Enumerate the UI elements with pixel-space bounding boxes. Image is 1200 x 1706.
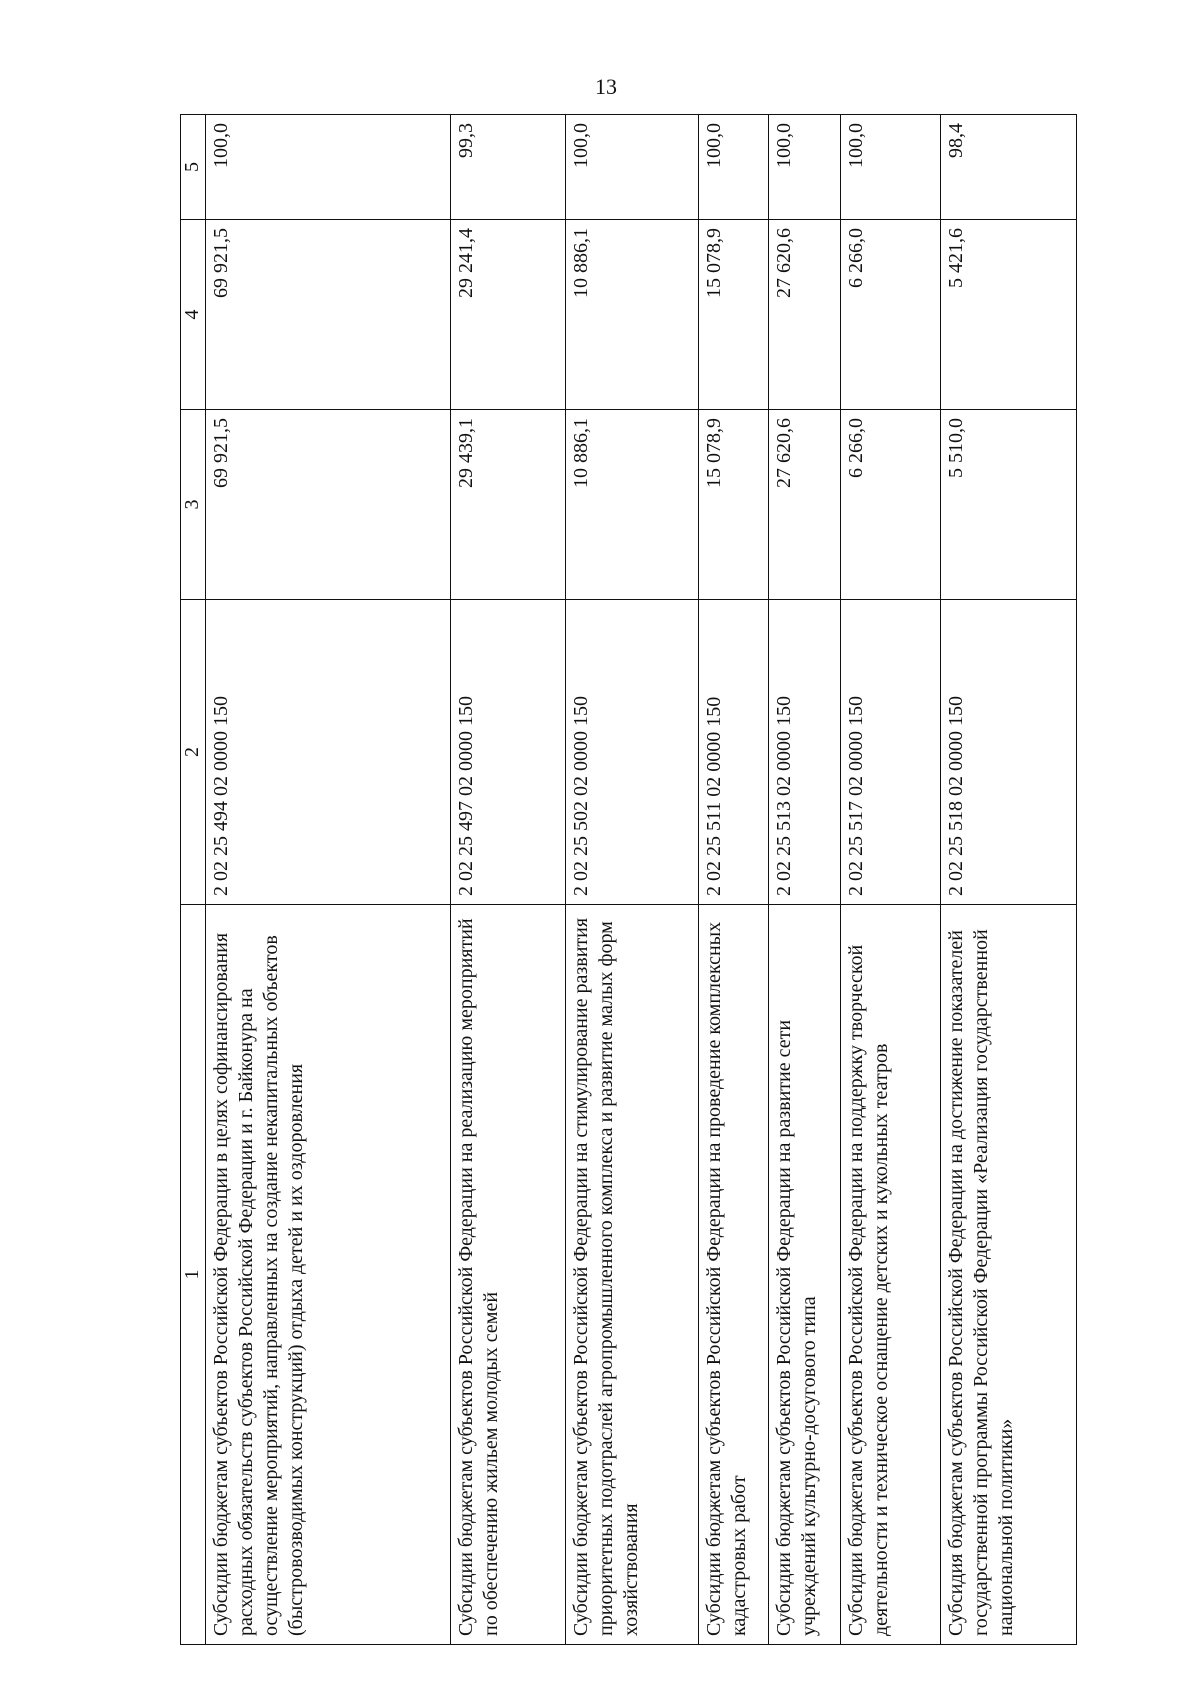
row-col5: 99,3: [451, 115, 566, 220]
row-col4: 29 241,4: [451, 220, 566, 410]
row-col4: 69 921,5: [206, 220, 451, 410]
header-col-5: 5: [181, 115, 206, 220]
row-code: 2 02 25 517 02 0000 150: [841, 600, 941, 905]
row-col4: 6 266,0: [841, 220, 941, 410]
row-col3: 5 510,0: [941, 410, 1077, 600]
row-col5: 100,0: [206, 115, 451, 220]
row-col4: 15 078,9: [699, 220, 769, 410]
row-col3: 15 078,9: [699, 410, 769, 600]
row-name: Субсидия бюджетам субъектов Российской Федерации на достижение показателей государственной программы Российской Федерации «Реализация государственной национальной политики»: [941, 905, 1077, 1645]
row-col5: 100,0: [769, 115, 841, 220]
row-name: Субсидии бюджетам субъектов Российской Федерации на стимулирование развития приоритетных подотраслей агропромышленного комплекса и развитие малых форм хозяйствования: [566, 905, 699, 1645]
table-row: [841, 115, 941, 1645]
row-name: Субсидии бюджетам субъектов Российской Федерации на проведение комплексных кадастровых работ: [699, 905, 769, 1645]
page-number: 13: [595, 74, 617, 99]
header-col-1: 1: [181, 905, 206, 1645]
table-row: [566, 115, 699, 1645]
rotated-table-container: [180, 115, 1075, 1645]
row-col4: 27 620,6: [769, 220, 841, 410]
table-row: [941, 115, 1077, 1645]
table-row: [451, 115, 566, 1645]
header-col-3: 3: [181, 410, 206, 600]
row-code: 2 02 25 513 02 0000 150: [769, 600, 841, 905]
row-col5: 98,4: [941, 115, 1077, 220]
budget-table: [180, 114, 1077, 1645]
row-code: 2 02 25 502 02 0000 150: [566, 600, 699, 905]
row-code: 2 02 25 518 02 0000 150: [941, 600, 1077, 905]
row-code: 2 02 25 497 02 0000 150: [451, 600, 566, 905]
row-col3: 27 620,6: [769, 410, 841, 600]
row-col4: 10 886,1: [566, 220, 699, 410]
row-col3: 29 439,1: [451, 410, 566, 600]
header-col-2: 2: [181, 600, 206, 905]
row-col4: 5 421,6: [941, 220, 1077, 410]
row-name: Субсидии бюджетам субъектов Российской Федерации на реализацию мероприятий по обеспечению жильем молодых семей: [451, 905, 566, 1645]
row-col3: 69 921,5: [206, 410, 451, 600]
header-col-4: 4: [181, 220, 206, 410]
row-col5: 100,0: [699, 115, 769, 220]
table-row: [699, 115, 769, 1645]
row-col3: 6 266,0: [841, 410, 941, 600]
table-header-row: [181, 115, 206, 1645]
row-col3: 10 886,1: [566, 410, 699, 600]
row-col5: 100,0: [566, 115, 699, 220]
row-code: 2 02 25 494 02 0000 150: [206, 600, 451, 905]
table-row: [206, 115, 451, 1645]
row-name: Субсидии бюджетам субъектов Российской Федерации на развитие сети учреждений культурно-досугового типа: [769, 905, 841, 1645]
row-col5: 100,0: [841, 115, 941, 220]
table-row: [769, 115, 841, 1645]
row-name: Субсидии бюджетам субъектов Российской Федерации на поддержку творческой деятельности и техническое оснащение детских и кукольных театров: [841, 905, 941, 1645]
row-name: Субсидии бюджетам субъектов Российской Федерации в целях софинансирования расходных обязательств субъектов Российской Федерации и г. Байконура на осуществление мероприятий, направленных на создание некапитальных объектов (быстровозводимых конструкций) отдыха детей и их оздоровления: [206, 905, 451, 1645]
row-code: 2 02 25 511 02 0000 150: [699, 600, 769, 905]
